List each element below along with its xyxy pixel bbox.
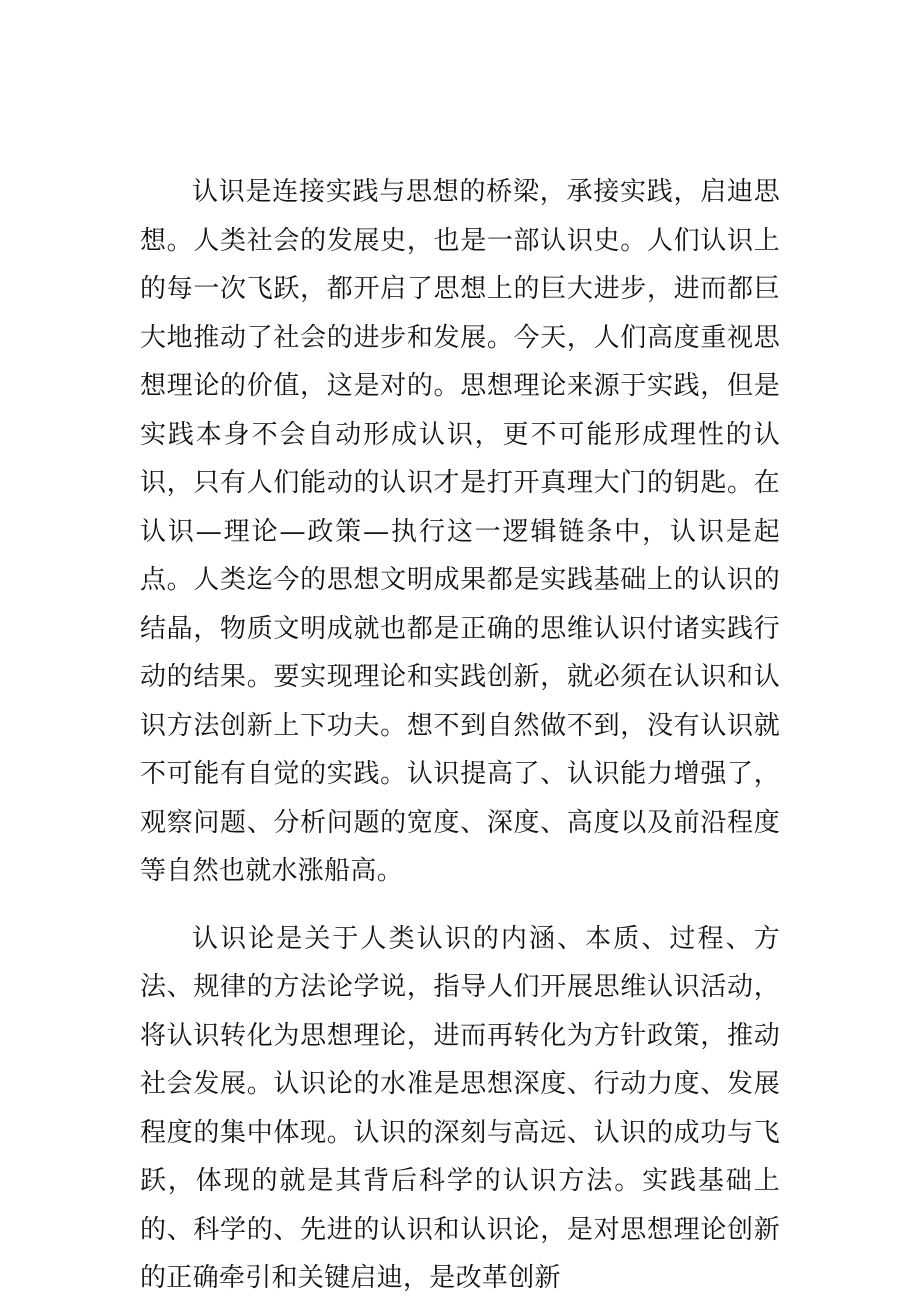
paragraph-1: 认识是连接实践与思想的桥梁，承接实践，启迪思想。人类社会的发展史，也是一部认识史。人们认识上的每一次飞跃，都开启了思想上的巨大进步，进而都巨大地推动了社会的进步和发展。今天，人们高度重视思想理论的价值，这是对的。思想理论来源于实践，但是实践本身不会自动形成认识，更不可能形成理性的认识，只有人们能动的认识才是打开真理大门的钥匙。在认识—理论—政策—执行这一逻辑链条中，认识是起点。人类迄今的思想文明成果都是实践基础上的认识的结晶，物质文明成就也都是正确的思维认识付诸实践行动的结果。要实现理论和实践创新，就必须在认识和认识方法创新上下功夫。想不到自然做不到，没有认识就不可能有自觉的实践。认识提高了、认识能力增强了，观察问题、分析问题的宽度、深度、高度以及前沿程度等自然也就水涨船高。 xyxy=(140,177,780,886)
paragraph-2: 认识论是关于人类认识的内涵、本质、过程、方法、规律的方法论学说，指导人们开展思维认识活动，将认识转化为思想理论，进而再转化为方针政策，推动社会发展。认识论的水准是思想深度、行动力度、发展程度的集中体现。认识的深刻与高远、认识的成功与飞跃，体现的就是其背后科学的认识方法。实践基础上的、科学的、先进的认识和认识论，是对思想理论创新的正确牵引和关键启迪，是改革创新 xyxy=(140,923,780,1293)
document-page xyxy=(140,168,780,1303)
